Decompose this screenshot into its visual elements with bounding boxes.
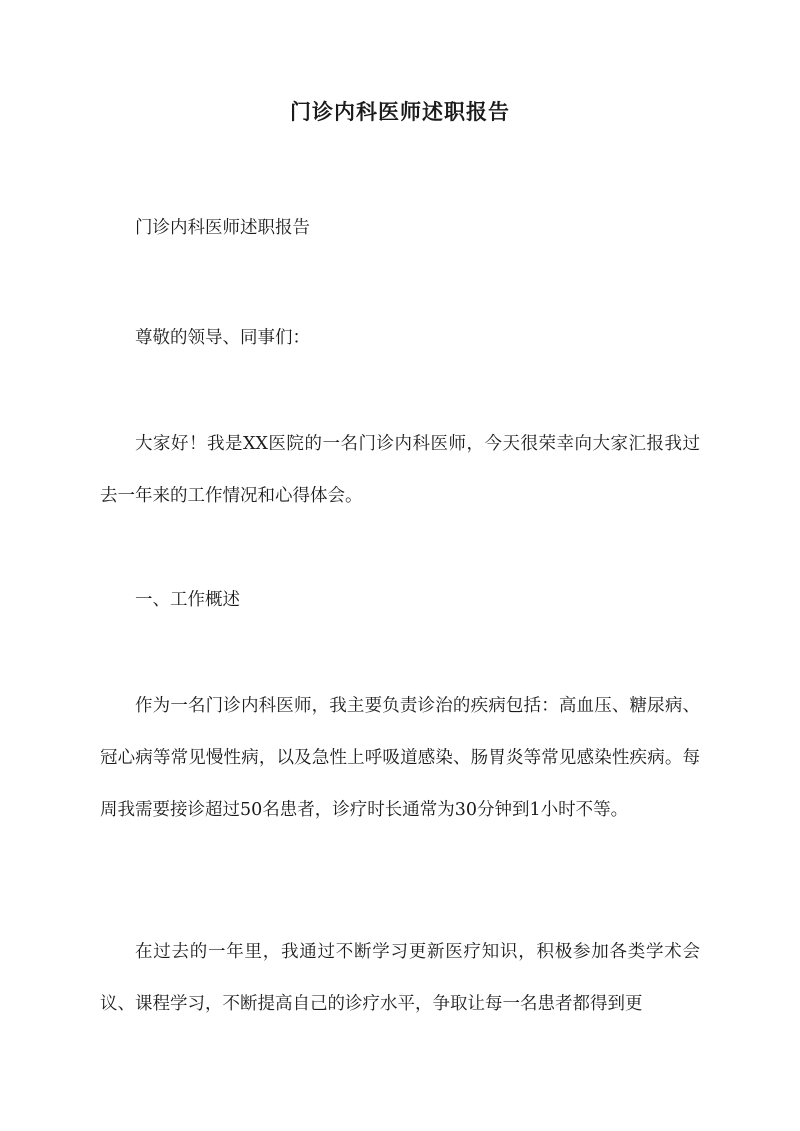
paragraph-greeting: 大家好！我是XX医院的一名门诊内科医师，今天很荣幸向大家汇报我过去一年来的工作情况和心得体会。 bbox=[100, 434, 700, 506]
paragraph-past-year: 在过去的一年里，我通过不断学习更新医疗知识，积极参加各类学术会议、课程学习，不断提高自己的诊疗水平，争取让每一名患者都得到更 bbox=[100, 942, 700, 1014]
paragraph-salutation: 尊敬的领导、同事们： bbox=[135, 328, 310, 348]
section-heading-overview: 一、工作概述 bbox=[135, 590, 240, 610]
document-title: 门诊内科医师述职报告 bbox=[290, 99, 510, 124]
paragraph-work-overview: 作为一名门诊内科医师，我主要负责诊治的疾病包括：高血压、糖尿病、冠心病等常见慢性病，以及急性上呼吸道感染、肠胃炎等常见感染性疾病。每周我需要接诊超过50名患者，诊疗时长通常为30分钟到1小时不等。 bbox=[100, 696, 700, 820]
paragraph-heading-repeat: 门诊内科医师述职报告 bbox=[135, 218, 310, 238]
